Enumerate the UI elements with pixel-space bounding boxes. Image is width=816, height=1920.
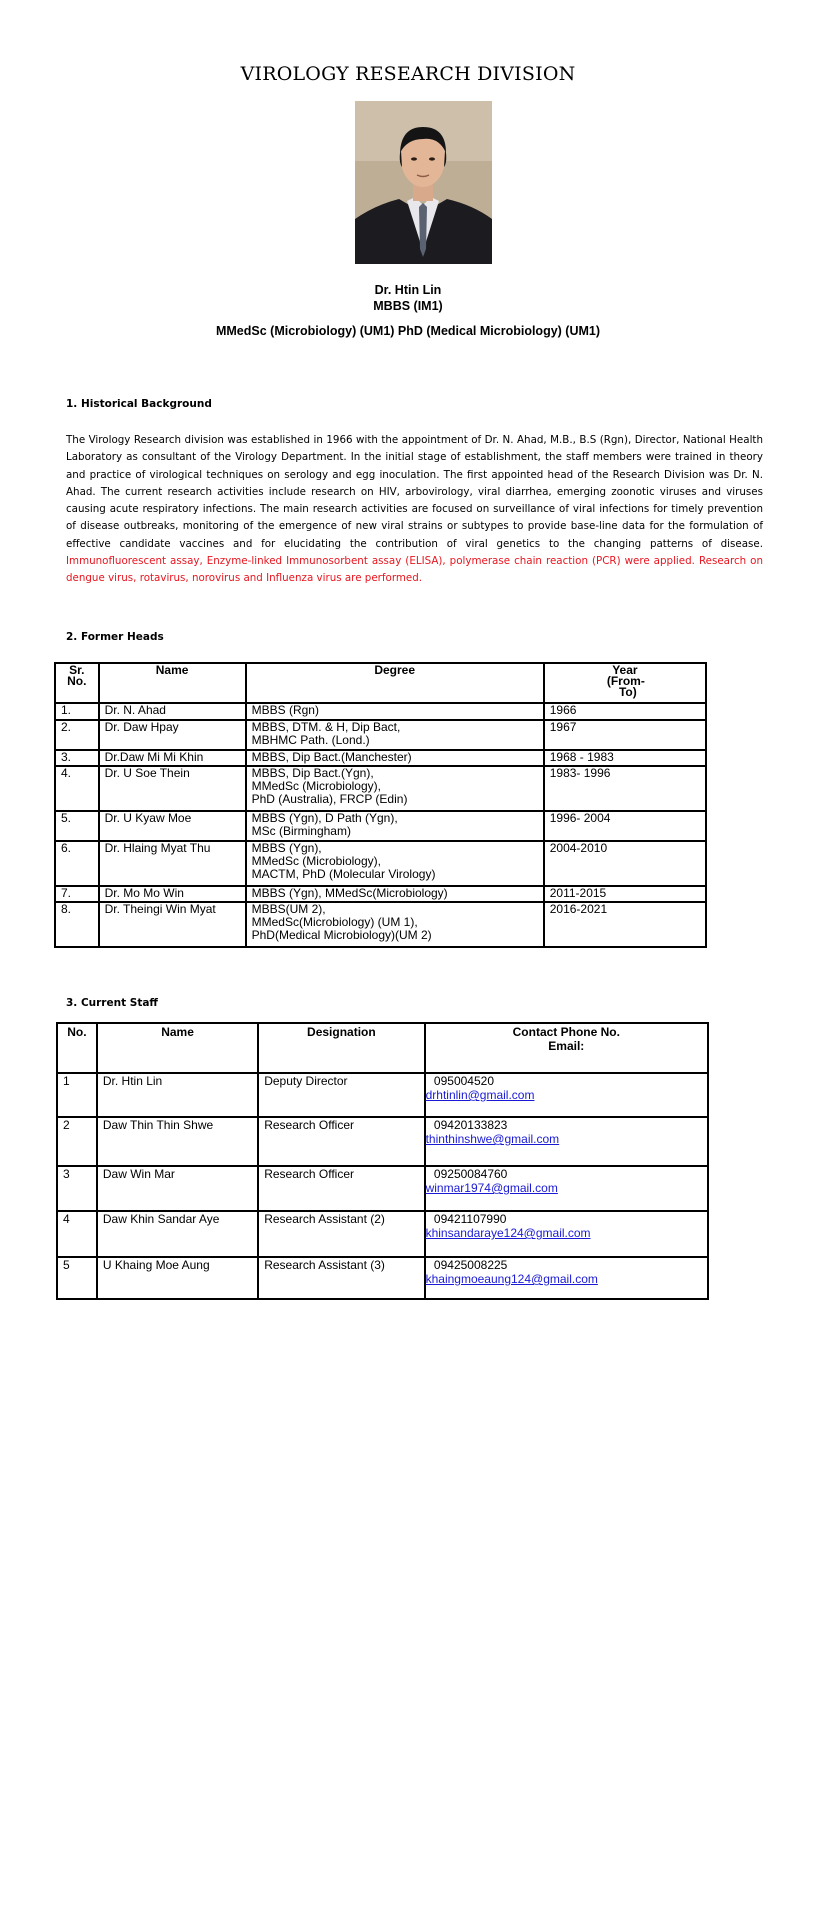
table-row	[55, 703, 706, 720]
degree-line: MBBS, DTM. & H, Dip Bact,	[251, 720, 401, 734]
row-number: 7.	[55, 886, 99, 902]
section-heading-current-staff: 3. Current Staff	[66, 997, 158, 1009]
email-link[interactable]: winmar1974@gmail.com	[425, 1181, 558, 1195]
row-year: 1996- 2004	[544, 811, 706, 841]
row-degree	[246, 811, 544, 841]
row-name: Dr. Mo Mo Win	[99, 886, 246, 902]
row-number: 1.	[55, 703, 99, 720]
section-heading-historical: 1. Historical Background	[66, 398, 212, 410]
director-name: Dr. Htin Lin	[374, 283, 442, 297]
row-degree	[246, 841, 544, 886]
row-number: 6.	[55, 841, 99, 886]
former-heads-body	[55, 703, 706, 947]
phone-number: 09425008225	[430, 1258, 508, 1272]
email-link[interactable]: khinsandaraye124@gmail.com	[425, 1226, 591, 1240]
degree-line: MBBS (Rgn)	[251, 703, 319, 717]
row-degree	[246, 720, 544, 750]
table-row	[55, 720, 706, 750]
row-name: Daw Khin Sandar Aye	[97, 1211, 258, 1257]
row-name: Dr. Daw Hpay	[99, 720, 246, 750]
row-degree	[246, 750, 544, 766]
history-text: The Virology Research division was established in 1966 with the appointment of Dr. N. Ahad, M.B., B.S (Rgn), Director, National Health Laboratory as consultant of the Virology Department. In the initial stage of establishment, the staff members were trained in theory and practice of virological techniques on serology and egg inoculation. The first appointed head of the Research Division was Dr. N. Ahad. The current research activities include research on HIV, arbovirology, viral diarrhea, emerging zoonotic viruses and viruses causing acute respiratory infections. The main research activities are focused on surveillance of viral infections for timely prevention of disease outbreaks, monitoring of the emergence of new viral strains or subtypes to provide base-line data for the formulation of effective candidate vaccines and for elucidating the contribution of viral genetics to the changing patterns of disease.	[66, 434, 763, 550]
degree-line: MMedSc (Microbiology),	[251, 779, 381, 793]
table-row	[55, 766, 706, 811]
degree-line: PhD (Australia), FRCP (Edin)	[251, 792, 408, 806]
table-header-row	[57, 1023, 708, 1073]
row-name: Dr. U Soe Thein	[99, 766, 246, 811]
row-year: 1968 - 1983	[544, 750, 706, 766]
row-year: 2004-2010	[544, 841, 706, 886]
degree-line: MBBS, Dip Bact.(Manchester)	[251, 750, 412, 764]
row-year: 1983- 1996	[544, 766, 706, 811]
row-name: Dr. Theingi Win Myat	[99, 902, 246, 947]
degree-line: PhD(Medical Microbiology)(UM 2)	[251, 928, 432, 942]
table-row	[55, 902, 706, 947]
director-degree-secondary: MMedSc (Microbiology) (UM1) PhD (Medical Microbiology) (UM1)	[215, 324, 601, 338]
row-name: Dr.Daw Mi Mi Khin	[99, 750, 246, 766]
section-heading-former-heads: 2. Former Heads	[66, 631, 164, 643]
row-year: 2011-2015	[544, 886, 706, 902]
row-number: 3.	[55, 750, 99, 766]
row-number: 5	[57, 1257, 97, 1299]
row-name: Dr. U Kyaw Moe	[99, 811, 246, 841]
header-year: Year (From- To)	[544, 663, 706, 703]
row-number: 4	[57, 1211, 97, 1257]
row-contact	[425, 1073, 708, 1117]
page-title: VIROLOGY RESEARCH DIVISION	[240, 63, 576, 85]
degree-line: MSc (Birmingham)	[251, 824, 351, 838]
table-row	[57, 1073, 708, 1117]
email-link[interactable]: thinthinshwe@gmail.com	[425, 1132, 560, 1146]
row-degree	[246, 766, 544, 811]
phone-number: 09420133823	[430, 1118, 508, 1132]
row-name: Dr. Hlaing Myat Thu	[99, 841, 246, 886]
row-year: 2016-2021	[544, 902, 706, 947]
table-row	[57, 1166, 708, 1211]
row-number: 1	[57, 1073, 97, 1117]
row-name: Dr. Htin Lin	[97, 1073, 258, 1117]
table-row	[57, 1117, 708, 1166]
degree-line: MMedSc(Microbiology) (UM 1),	[251, 915, 418, 929]
row-designation: Research Assistant (3)	[258, 1257, 424, 1299]
header-name: Name	[97, 1023, 258, 1073]
degree-line: MBBS (Ygn), D Path (Ygn),	[251, 811, 398, 825]
current-staff-table	[56, 1022, 709, 1300]
portrait-photo	[355, 101, 492, 264]
header-sr-no: Sr. No.	[55, 663, 99, 703]
row-number: 8.	[55, 902, 99, 947]
row-degree	[246, 886, 544, 902]
degree-line: MBHMC Path. (Lond.)	[251, 733, 370, 747]
row-degree	[246, 703, 544, 720]
email-link[interactable]: khaingmoeaung124@gmail.com	[425, 1272, 598, 1286]
row-year: 1967	[544, 720, 706, 750]
director-degree-primary: MBBS (IM1)	[373, 299, 443, 313]
portrait-image	[355, 101, 492, 264]
row-contact	[425, 1211, 708, 1257]
history-text-highlight: Immunofluorescent assay, Enzyme-linked Immunosorbent assay (ELISA), polymerase chain reaction (PCR) were applied. Research on dengue virus, rotavirus, norovirus and Influenza virus are performed.	[66, 555, 763, 585]
row-number: 2.	[55, 720, 99, 750]
row-name: U Khaing Moe Aung	[97, 1257, 258, 1299]
degree-line: MBBS (Ygn), MMedSc(Microbiology)	[251, 886, 448, 900]
table-row	[55, 750, 706, 766]
header-name: Name	[99, 663, 246, 703]
row-name: Daw Win Mar	[97, 1166, 258, 1211]
row-name: Daw Thin Thin Shwe	[97, 1117, 258, 1166]
current-staff-body	[57, 1073, 708, 1299]
row-year: 1966	[544, 703, 706, 720]
row-number: 4.	[55, 766, 99, 811]
phone-number: 095004520	[430, 1074, 494, 1088]
row-number: 3	[57, 1166, 97, 1211]
row-designation: Research Assistant (2)	[258, 1211, 424, 1257]
header-contact: Contact Phone No. Email:	[425, 1023, 708, 1073]
degree-line: MBBS (Ygn),	[251, 841, 322, 855]
row-name: Dr. N. Ahad	[99, 703, 246, 720]
table-row	[57, 1257, 708, 1299]
row-contact	[425, 1166, 708, 1211]
row-number: 2	[57, 1117, 97, 1166]
row-degree	[246, 902, 544, 947]
row-designation: Deputy Director	[258, 1073, 424, 1117]
phone-number: 09250084760	[430, 1167, 508, 1181]
phone-number: 09421107990	[430, 1212, 507, 1226]
row-number: 5.	[55, 811, 99, 841]
header-no: No.	[57, 1023, 97, 1073]
table-row	[57, 1211, 708, 1257]
header-degree: Degree	[246, 663, 544, 703]
row-contact	[425, 1117, 708, 1166]
table-row	[55, 886, 706, 902]
degree-line: MACTM, PhD (Molecular Virology)	[251, 867, 436, 881]
table-header-row	[55, 663, 706, 703]
row-designation: Research Officer	[258, 1166, 424, 1211]
row-contact	[425, 1257, 708, 1299]
degree-line: MMedSc (Microbiology),	[251, 854, 381, 868]
header-designation: Designation	[258, 1023, 424, 1073]
table-row	[55, 811, 706, 841]
email-link[interactable]: drhtinlin@gmail.com	[425, 1088, 535, 1102]
degree-line: MBBS(UM 2),	[251, 902, 326, 916]
former-heads-table	[54, 662, 707, 948]
history-paragraph	[66, 432, 763, 588]
row-designation: Research Officer	[258, 1117, 424, 1166]
degree-line: MBBS, Dip Bact.(Ygn),	[251, 766, 374, 780]
table-row	[55, 841, 706, 886]
